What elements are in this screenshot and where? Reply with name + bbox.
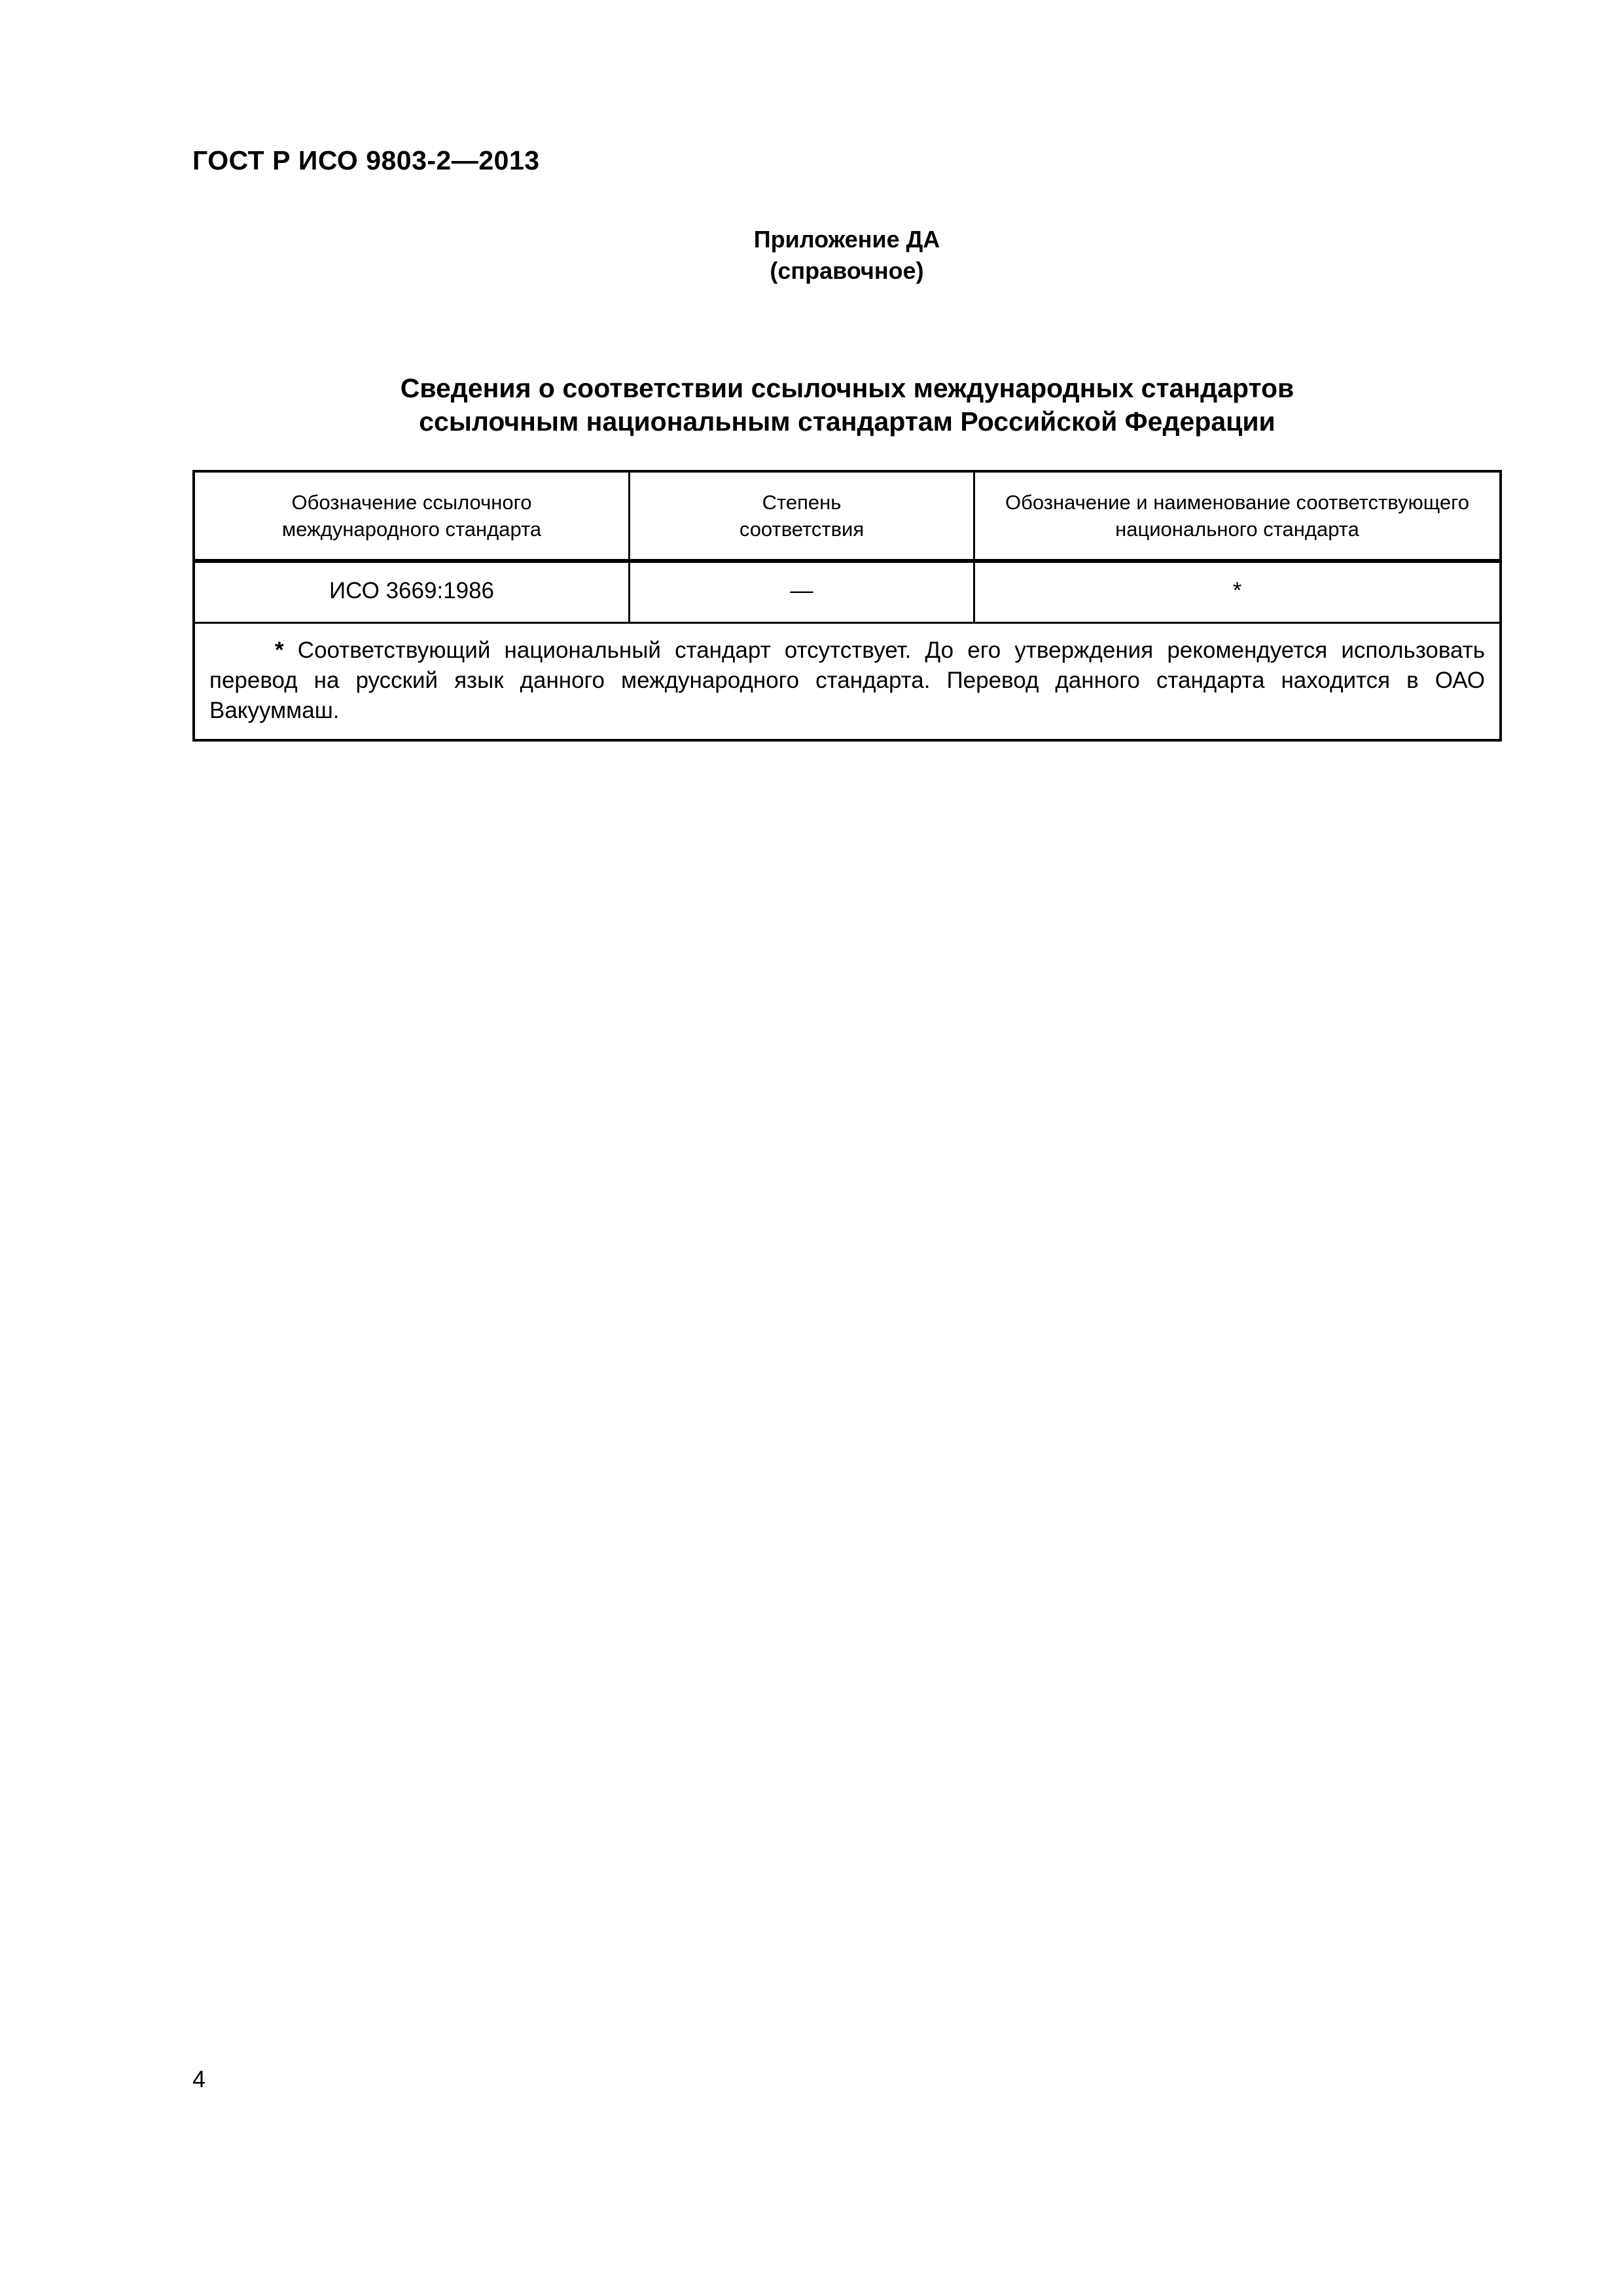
table-title-line-2: ссылочным национальным стандартам Российской Федерации xyxy=(419,406,1275,437)
annex-heading xyxy=(0,224,1623,287)
column-header-line: Обозначение и наименование соответствующего xyxy=(1005,491,1470,514)
column-header-line: международного стандарта xyxy=(281,518,542,541)
column-header-degree xyxy=(630,473,975,559)
table-title-line-1: Сведения о соответствии ссылочных международных стандартов xyxy=(400,373,1294,403)
cell-international-standard: ИСО 3669:1986 xyxy=(195,563,630,622)
cell-degree: — xyxy=(630,563,975,622)
table-row xyxy=(195,563,1499,622)
annex-title: Приложение ДА xyxy=(753,226,940,253)
footnote-text: Соответствующий национальный стандарт отсутствует. До его утверждения рекомендуется использовать перевод на русский язык данного международного стандарта. Перевод данного стандарта находится в ОАО Вакууммаш. xyxy=(209,637,1485,723)
column-header-international-standard xyxy=(195,473,630,559)
document-code: ГОСТ Р ИСО 9803-2—2013 xyxy=(192,145,540,175)
column-header-national-standard xyxy=(975,473,1499,559)
column-header-line: Обозначение ссылочного xyxy=(291,491,532,514)
footnote-mark: * xyxy=(275,637,284,663)
table-title xyxy=(192,372,1502,439)
column-header-line: соответствия xyxy=(739,518,865,541)
annex-status: (справочное) xyxy=(770,257,924,284)
table-header-row xyxy=(195,473,1499,559)
page-number: 4 xyxy=(192,2066,206,2092)
table-footnote xyxy=(195,622,1499,739)
column-header-line: Степень xyxy=(762,491,842,514)
cell-national-standard: * xyxy=(1232,578,1242,603)
standards-correspondence-table xyxy=(192,470,1502,742)
column-header-line: национального стандарта xyxy=(1115,518,1359,541)
